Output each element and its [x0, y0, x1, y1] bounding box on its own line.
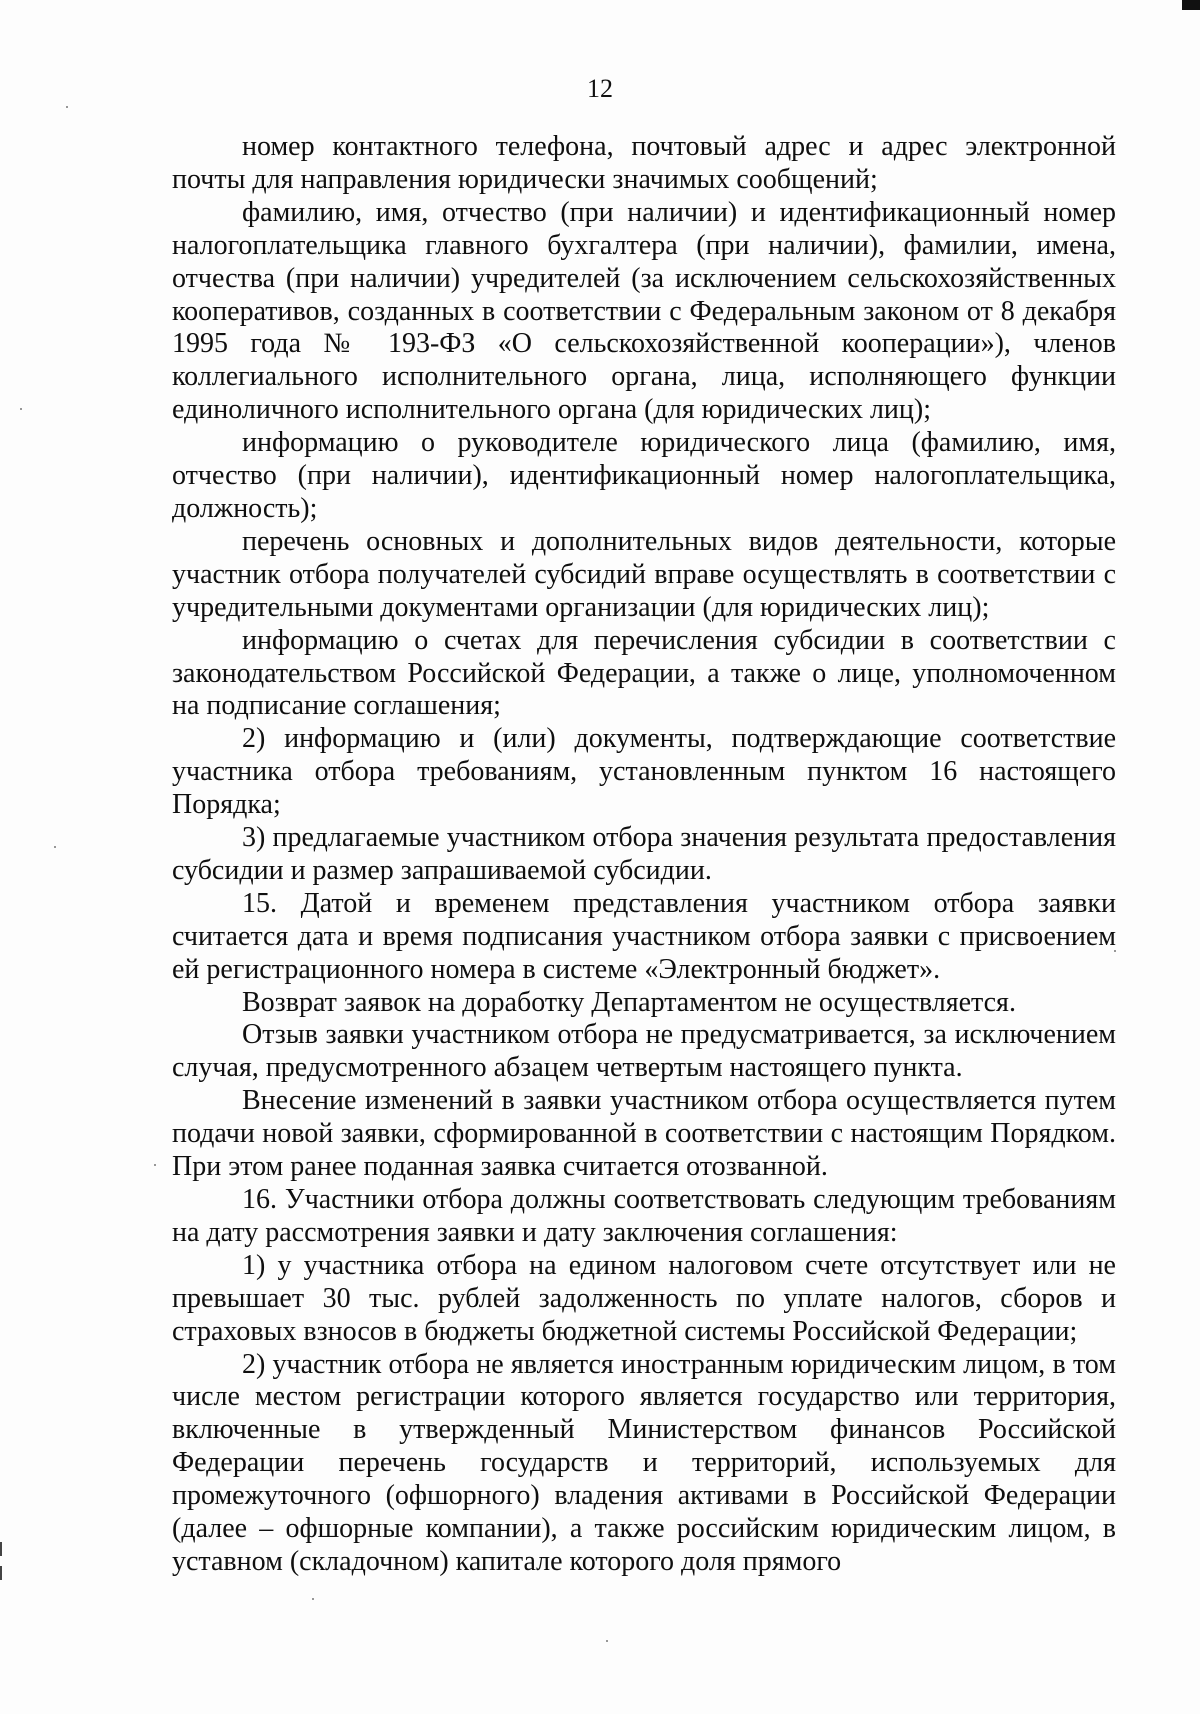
page-number: 12	[587, 74, 613, 103]
paragraph-activities: перечень основных и дополнительных видов деятельности, которые участник отбора получателей субсидий вправе осуществлять в соответствии с учредительными документами организации (для юридических лиц);	[172, 525, 1116, 623]
paragraph-requirement-2: 2) участник отбора не является иностранным юридическим лицом, в том числе местом регистрации которого является государство или территория, включенные в утвержденный Министерством финансов Российской Федерации перечень государств и территорий, используемых для промежуточного (офшорного) владения активами в Российской Федерации (далее – офшорные компании), а также российским юридическим лицом, в уставном (складочном) капитале которого доля прямого	[172, 1348, 1116, 1577]
paragraph-accounts: информацию о счетах для перечисления субсидии в соответствии с законодательством Российской Федерации, а также о лице, уполномоченном на подписание соглашения;	[172, 624, 1116, 722]
paragraph-no-withdrawal: Отзыв заявки участником отбора не предусматривается, за исключением случая, предусмотренного абзацем четвертым настоящего пункта.	[172, 1019, 1116, 1084]
paragraph-requirement-1: 1) у участника отбора на едином налоговом счете отсутствует или не превышает 30 тыс. рублей задолженность по уплате налогов, сборов и страховых взносов в бюджеты бюджетной системы Российской Федерации;	[172, 1249, 1116, 1347]
scan-speck	[312, 1598, 314, 1600]
paragraph-accountant-founders: фамилию, имя, отчество (при наличии) и идентификационный номер налогоплательщика главного бухгалтера (при наличии), фамилии, имена, отчества (при наличии) учредителей (за исключением сельскохозяйственных кооперативов, созданных в соответствии с Федеральным законом от 8 декабря 1995 года № 193-ФЗ «О сельскохозяйственной кооперации»), членов коллегиального исполнительного органа, лица, исполняющего функции единоличного исполнительного органа (для юридических лиц);	[172, 196, 1116, 426]
scan-edge-tick	[0, 1542, 2, 1556]
paragraph-clause-16: 16. Участники отбора должны соответствовать следующим требованиям на дату рассмотрения заявки и дату заключения соглашения:	[172, 1184, 1116, 1248]
paragraph-item-2-documents: 2) информацию и (или) документы, подтверждающие соответствие участника отбора требованиям, установленным пунктом 16 настоящего Порядка;	[172, 723, 1116, 821]
paragraph-contact-info: номер контактного телефона, почтовый адрес и адрес электронной почты для направления юридически значимых сообщений;	[172, 131, 1116, 195]
scan-speck	[66, 106, 68, 108]
paragraph-clause-15: 15. Датой и временем представления участником отбора заявки считается дата и время подписания участником отбора заявки с присвоением ей регистрационного номера в системе «Электронный бюджет».	[172, 887, 1116, 985]
scan-speck	[20, 408, 22, 410]
paragraph-changes: Внесение изменений в заявки участником отбора осуществляется путем подачи новой заявки, сформированной в соответствии с настоящим Порядком. При этом ранее поданная заявка считается отозванной.	[172, 1085, 1116, 1183]
scan-edge-mark	[1182, 0, 1200, 10]
scan-speck	[54, 846, 56, 848]
document-body	[172, 131, 1116, 1579]
paragraph-no-return: Возврат заявок на доработку Департаментом не осуществляется.	[242, 986, 1016, 1018]
scan-speck	[154, 1164, 156, 1166]
scan-edge-tick	[0, 1566, 2, 1580]
paragraph-head-info: информацию о руководителе юридического лица (фамилию, имя, отчество (при наличии), идентификационный номер налогоплательщика, должность);	[172, 427, 1116, 524]
scan-speck	[606, 1640, 608, 1642]
paragraph-item-3-results: 3) предлагаемые участником отбора значения результата предоставления субсидии и размер запрашиваемой субсидии.	[172, 822, 1116, 886]
